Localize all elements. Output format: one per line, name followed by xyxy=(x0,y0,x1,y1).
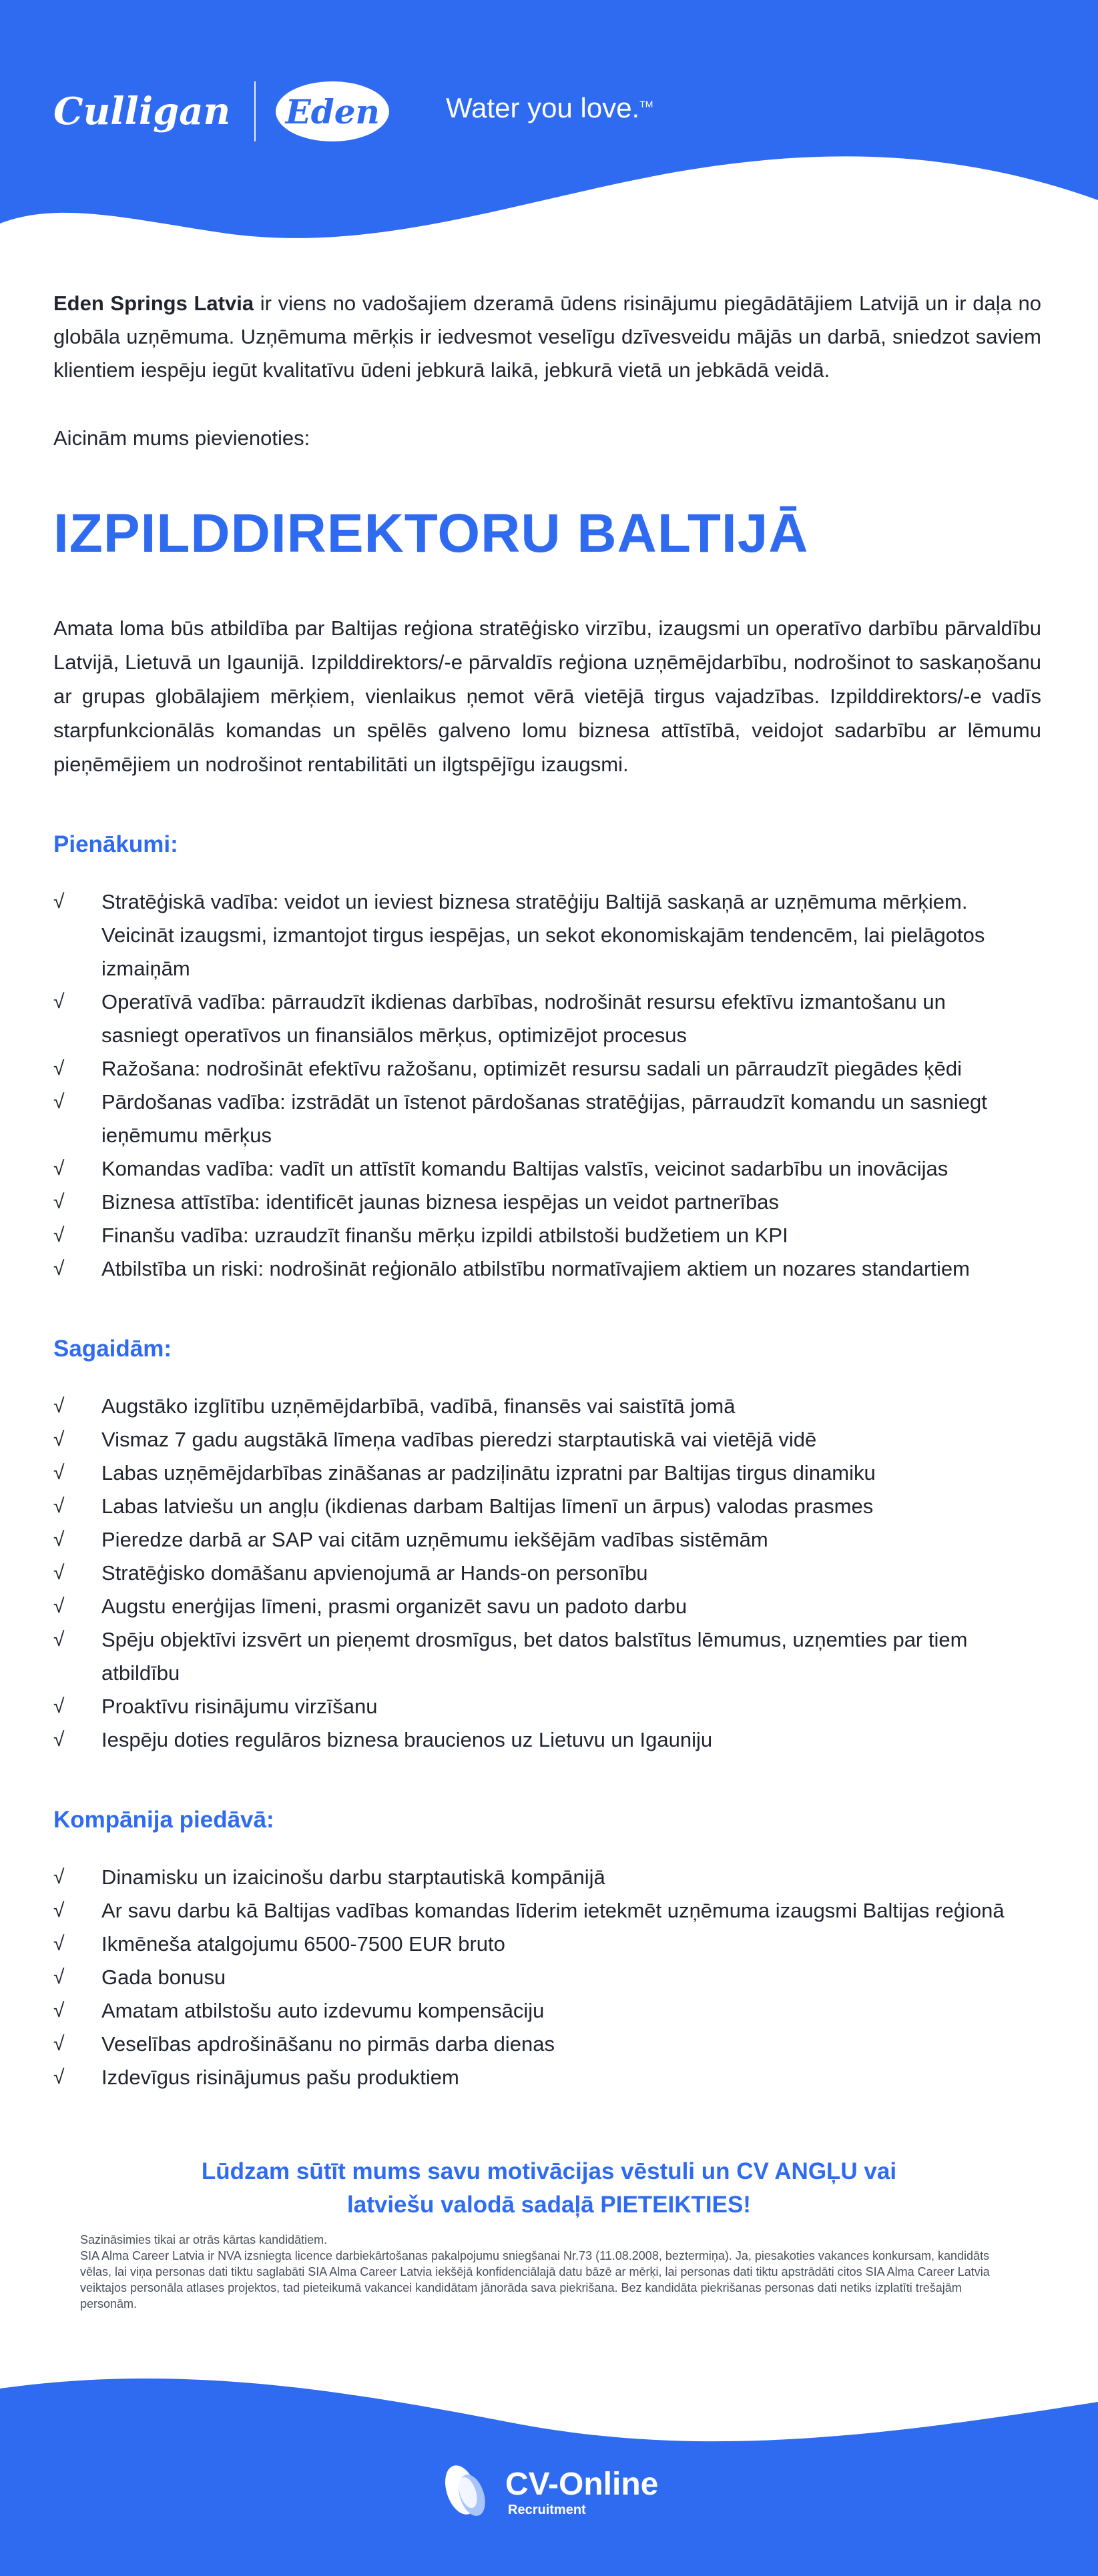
checkmark-icon: √ xyxy=(53,1158,65,1180)
intro-paragraph xyxy=(53,287,1041,387)
list-item-text: Spēju objektīvi izsvērt un pieņemt drosmīgus, bet datos balstītus lēmumus, uzņemties par tiem atbildību xyxy=(101,1628,968,1685)
checkmark-icon: √ xyxy=(53,1258,65,1280)
list-item-text: Amatam atbilstošu auto izdevumu kompensāciju xyxy=(101,1999,545,2022)
checkmark-icon: √ xyxy=(53,1091,65,1113)
legal-notice-line-2: SIA Alma Career Latvia ir NVA izsniegta licence darbiekārtošanas pakalpojumu sniegšanai Nr.73 (11.08.2008, beztermiņa). Ja, piesakoties vakances konkursam, kandidāts vēlas, lai viņa personas dati tiktu saglabāti SIA Alma Career Latvia iekšējā konfidenciālajā datu bāzē ar mērķi, lai personas dati tiktu apstrādāti citos SIA Alma Career Latvia veiktajos personāla atlases projektos, tad pieteikumā vakancei kandidātam jānorāda sava piekrišana. Bez kandidāta piekrišanas personas dati netiks izplatīti trešajām personām. xyxy=(80,2249,990,2310)
list-item xyxy=(53,1994,1041,2028)
list-item xyxy=(53,2028,1041,2061)
brand-logos xyxy=(53,75,389,148)
list-item-text: Labas latviešu un angļu (ikdienas darbam Baltijas līmenī un ārpus) valodas prasmes xyxy=(101,1494,874,1518)
checkmark-icon: √ xyxy=(53,1966,65,1988)
tagline-trademark: TM xyxy=(639,99,653,109)
list-item-text: Ražošana: nodrošināt efektīvu ražošanu, optimizēt resursu sadali un pārraudzīt piegādes ķēdi xyxy=(101,1057,962,1080)
checkmark-icon: √ xyxy=(53,1395,65,1417)
list-item xyxy=(53,1219,1041,1252)
intro-text: ir viens no vadošajiem dzeramā ūdens risinājumu piegādātājiem Latvijā un ir daļa no globāla uzņēmuma. Uzņēmuma mērķis ir iedvesmot veselīgu dzīvesveidu mājās un darbā, sniedzot saviem klientiem iespēju iegūt kvalitatīvu ūdeni jebkurā laikā, jebkurā vietā un jebkādā veidā. xyxy=(53,292,1042,382)
list-item xyxy=(53,1490,1041,1523)
list-item-text: Gada bonusu xyxy=(101,1966,226,1989)
checkmark-icon: √ xyxy=(53,1629,65,1651)
list-item-text: Labas uzņēmējdarbības zināšanas ar padziļinātu izpratni par Baltijas tirgus dinamiku xyxy=(101,1461,876,1484)
company-name: Eden Springs Latvia xyxy=(53,292,254,315)
checkmark-icon: √ xyxy=(53,891,65,913)
responsibilities-heading: Pienākumi: xyxy=(53,831,178,857)
checkmark-icon: √ xyxy=(53,1595,65,1617)
offer-list xyxy=(53,1861,1041,2094)
invite-text: Aicinām mums pievienoties: xyxy=(53,426,310,450)
list-item xyxy=(53,1961,1041,1994)
list-item xyxy=(53,1423,1041,1456)
tagline-text: Water you love. xyxy=(446,92,640,123)
list-item-text: Ar savu darbu kā Baltijas vadības komandas līderim ietekmēt uzņēmuma izaugsmi Baltijas reģionā xyxy=(101,1899,1005,1922)
list-item xyxy=(53,1590,1041,1623)
list-item-text: Proaktīvu risinājumu virzīšanu xyxy=(101,1695,378,1718)
list-item-text: Operatīvā vadība: pārraudzīt ikdienas darbības, nodrošināt resursu efektīvu izmantošanu un sasniegt operatīvos un finansiālos mērķus, optimizējot procesus xyxy=(101,990,946,1047)
list-item xyxy=(53,2061,1041,2094)
tagline xyxy=(446,92,653,124)
list-item-text: Dinamisku un izaicinošu darbu starptautiskā kompānijā xyxy=(101,1865,605,1889)
list-item-text: Finanšu vadība: uzraudzīt finanšu mērķu izpildi atbilstoši budžetiem un KPI xyxy=(101,1224,788,1247)
checkmark-icon: √ xyxy=(53,1695,65,1717)
role-description: Amata loma būs atbildība par Baltijas reģiona stratēģisko virzību, izaugsmi un operatīvo darbību pārvaldību Latvijā, Lietuvā un Igaunijā. Izpilddirektors/-e pārvaldīs reģiona uzņēmējdarbību, nodrošinot to saskaņošanu ar grupas globālajiem mērķiem, vienlaikus ņemot vērā vietējā tirgus vajadzības. Izpilddirektors/-e vadīs starpfunkcionālās komandas un spēlēs galveno lomu biznesa attīstībā, veidojot sadarbību ar lēmumu pieņēmējiem un nodrošinot rentabilitāti un ilgtspējīgu izaugsmi. xyxy=(53,616,1041,776)
responsibilities-list xyxy=(53,885,1041,1286)
checkmark-icon: √ xyxy=(53,2000,65,2022)
list-item xyxy=(53,1390,1041,1423)
cv-online-subtitle: Recruitment xyxy=(508,2502,586,2517)
list-item xyxy=(53,1894,1041,1927)
checkmark-icon: √ xyxy=(53,1562,65,1584)
cv-online-mark-icon xyxy=(437,2462,497,2522)
list-item xyxy=(53,1690,1041,1723)
list-item xyxy=(53,1927,1041,1961)
eden-logo: Eden xyxy=(276,81,389,141)
cta-line-2: latviešu valodā sadaļā PIETEIKTIES! xyxy=(347,2192,751,2218)
cta-line-1: Lūdzam sūtīt mums savu motivācijas vēstuli un CV ANGĻU vai xyxy=(201,2158,897,2184)
cv-online-logo xyxy=(437,2462,658,2522)
list-item-text: Augstāko izglītību uzņēmējdarbībā, vadībā, finansēs vai saistītā jomā xyxy=(101,1394,736,1418)
offer-heading: Kompānija piedāvā: xyxy=(53,1807,274,1833)
logo-divider xyxy=(254,81,256,141)
checkmark-icon: √ xyxy=(53,1729,65,1751)
list-item-text: Veselības apdrošināšanu no pirmās darba dienas xyxy=(101,2032,555,2056)
list-item xyxy=(53,1456,1041,1490)
list-item-text: Atbilstība un riski: nodrošināt reģionālo atbilstību normatīvajiem aktiem un nozares standartiem xyxy=(101,1257,970,1280)
list-item xyxy=(53,885,1041,985)
checkmark-icon: √ xyxy=(53,1495,65,1517)
list-item xyxy=(53,1086,1041,1152)
checkmark-icon: √ xyxy=(53,1866,65,1888)
checkmark-icon: √ xyxy=(53,1899,65,1921)
list-item-text: Vismaz 7 gadu augstākā līmeņa vadības pieredzi starptautiskā vai vietējā vidē xyxy=(101,1428,817,1451)
list-item-text: Stratēģiskā vadība: veidot un ieviest biznesa stratēģiju Baltijā saskaņā ar uzņēmuma mērķiem. Veicināt izaugsmi, izmantojot tirgus iespējas, un sekot ekonomiskajām tendencēm, lai pielāgotos izmaiņām xyxy=(101,890,985,980)
list-item-text: Izdevīgus risinājumus pašu produktiem xyxy=(101,2066,459,2089)
list-item-text: Ikmēneša atalgojumu 6500-7500 EUR bruto xyxy=(101,1932,505,1956)
list-item xyxy=(53,985,1041,1052)
checkmark-icon: √ xyxy=(53,1057,65,1080)
list-item xyxy=(53,1186,1041,1219)
list-item-text: Biznesa attīstība: identificēt jaunas biznesa iespējas un veidot partnerības xyxy=(101,1190,780,1214)
list-item-text: Pieredze darbā ar SAP vai citām uzņēmumu iekšējām vadības sistēmām xyxy=(101,1528,768,1551)
checkmark-icon: √ xyxy=(53,1462,65,1484)
checkmark-icon: √ xyxy=(53,1428,65,1450)
checkmark-icon: √ xyxy=(53,2066,65,2088)
checkmark-icon: √ xyxy=(53,2033,65,2055)
list-item xyxy=(53,1523,1041,1557)
checkmark-icon: √ xyxy=(53,991,65,1013)
list-item xyxy=(53,1723,1041,1757)
list-item-text: Komandas vadība: vadīt un attīstīt komandu Baltijas valstīs, veicinot sadarbību un inovācijas xyxy=(101,1157,948,1180)
checkmark-icon: √ xyxy=(53,1224,65,1246)
list-item-text: Pārdošanas vadība: izstrādāt un īstenot pārdošanas stratēģijas, pārraudzīt komandu un sasniegt ieņēmumu mērķus xyxy=(101,1090,987,1147)
cv-online-wordmark xyxy=(505,2467,658,2518)
list-item xyxy=(53,1861,1041,1894)
legal-notice-line-1: Sazināsimies tikai ar otrās kārtas kandidātiem. xyxy=(80,2233,328,2246)
checkmark-icon: √ xyxy=(53,1529,65,1551)
list-item xyxy=(53,1152,1041,1186)
culligan-logo: Culligan xyxy=(53,89,231,133)
job-title: IZPILDDIREKTORU BALTIJĀ xyxy=(53,503,809,564)
list-item xyxy=(53,1557,1041,1590)
requirements-list xyxy=(53,1390,1041,1757)
cv-online-name: CV-Online xyxy=(505,2466,659,2502)
main-content xyxy=(53,287,1041,2094)
list-item-text: Stratēģisko domāšanu apvienojumā ar Hands-on personību xyxy=(101,1561,648,1585)
list-item xyxy=(53,1252,1041,1286)
list-item xyxy=(53,1052,1041,1086)
legal-notice xyxy=(80,2232,1021,2312)
list-item-text: Augstu enerģijas līmeni, prasmi organizēt savu un padoto darbu xyxy=(101,1595,688,1618)
list-item-text: Iespēju doties regulāros biznesa braucienos uz Lietuvu un Igauniju xyxy=(101,1728,713,1751)
checkmark-icon: √ xyxy=(53,1933,65,1955)
list-item xyxy=(53,1623,1041,1690)
apply-call-to-action xyxy=(0,2155,1098,2222)
requirements-heading: Sagaidām: xyxy=(53,1336,172,1362)
checkmark-icon: √ xyxy=(53,1191,65,1213)
